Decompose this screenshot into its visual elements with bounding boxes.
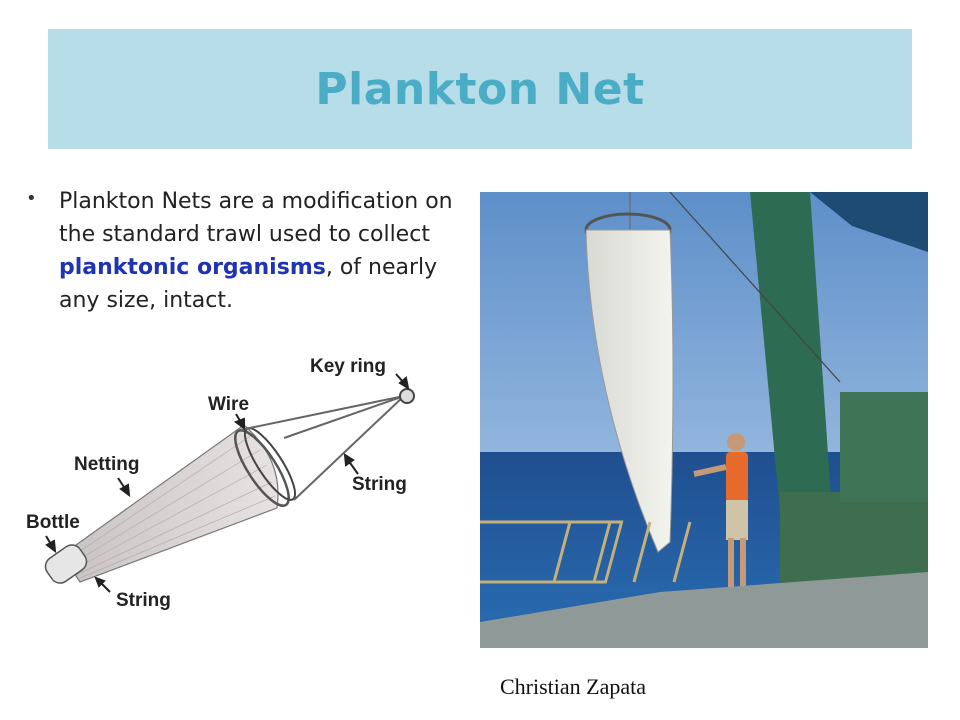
key-ring-shape bbox=[400, 389, 414, 403]
label-bottle: Bottle bbox=[26, 512, 80, 533]
deployment-photo bbox=[480, 192, 928, 648]
label-string-upper: String bbox=[352, 474, 407, 495]
bullet-item bbox=[59, 185, 456, 317]
title-banner bbox=[48, 29, 912, 149]
label-netting: Netting bbox=[74, 454, 140, 475]
bullet-dot-icon: • bbox=[26, 188, 37, 209]
slide-title: Plankton Net bbox=[315, 63, 645, 115]
label-key-ring: Key ring bbox=[310, 356, 387, 377]
plankton-net-diagram bbox=[22, 350, 450, 620]
label-string-lower: String bbox=[116, 590, 171, 611]
bullet-text-after: , of nearly any size, intact. bbox=[59, 255, 438, 313]
photo-credit: Christian Zapata bbox=[500, 674, 647, 699]
label-wire: Wire bbox=[208, 394, 250, 415]
bullet-highlight: planktonic organisms bbox=[59, 255, 326, 280]
bullet-text-before: Plankton Nets are a modification on the standard trawl used to collect bbox=[59, 189, 453, 247]
bullet-list bbox=[26, 185, 456, 317]
